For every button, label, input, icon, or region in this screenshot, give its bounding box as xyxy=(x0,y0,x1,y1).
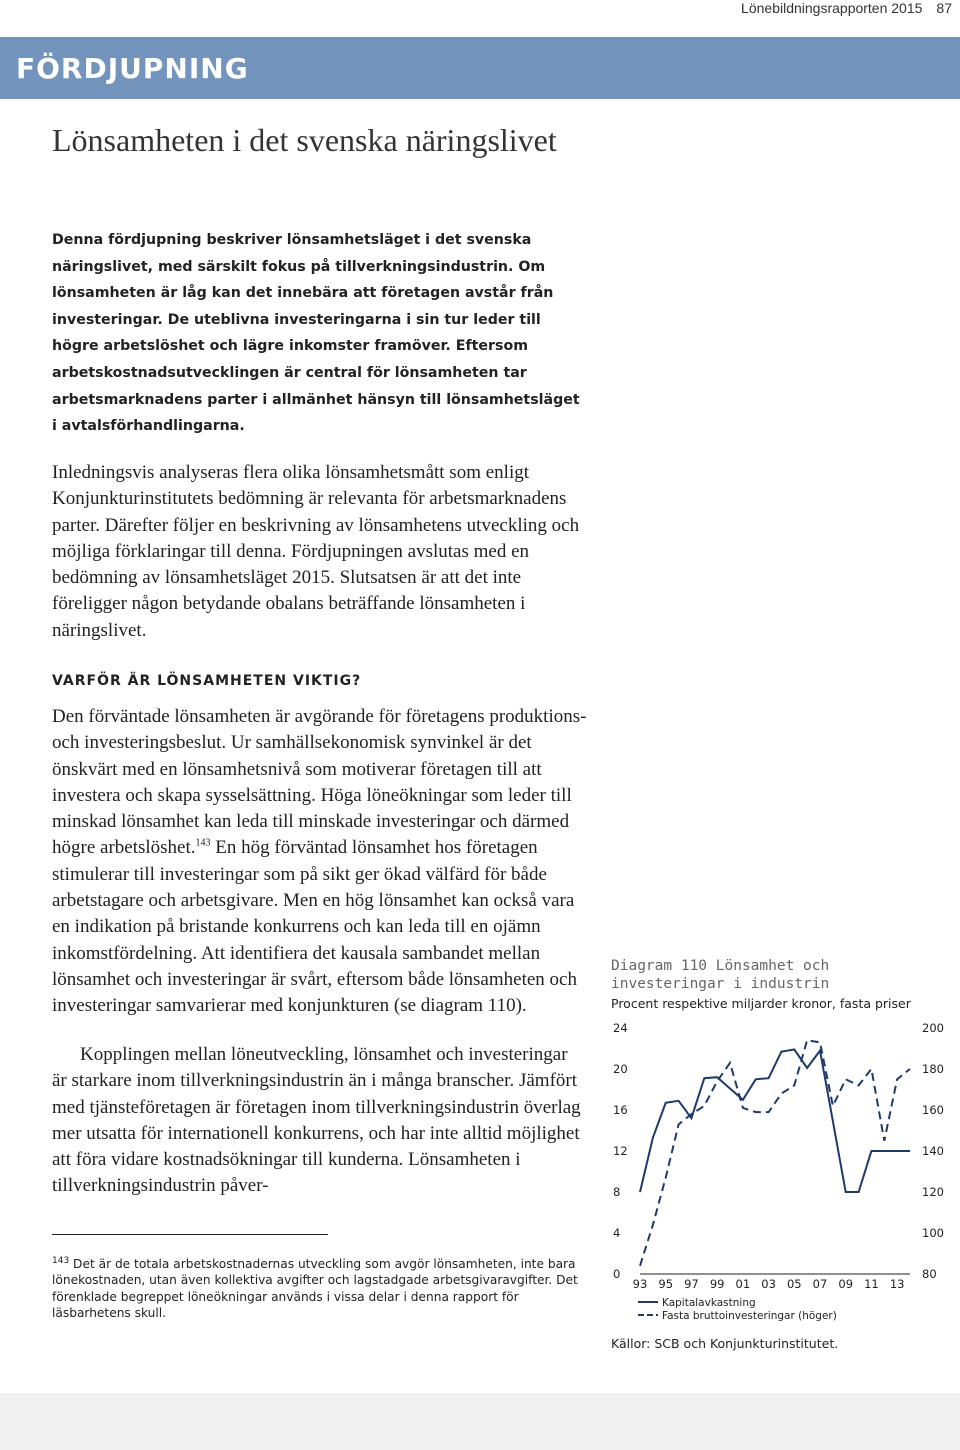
intro-paragraph: Inledningsvis analyseras flera olika lönsamhetsmått som enligt Konjunkturinstitutets bedömning är relevanta för arbetsmarknadens parter. Därefter följer en beskrivning av lönsamhetens utveckling och möjliga förklaringar till denna. Fördjupningen avslutas med en bedömning av lönsamhetsläget 2015. Slutsatsen är att det inte föreligger någon betydande obalans beträffande lönsamheten i näringslivet. xyxy=(52,462,580,641)
lead-paragraph: Denna fördjupning beskriver lönsamhetsläget i det svenska näringslivet, med särskilt fokus på tillverkningsindustrin. Om lönsamheten är låg kan det innebära att företagen avstår från investeringar. De uteblivna investeringarna i sin tur leder till högre arbetslöshet och lägre inkomster framöver. Eftersom arbetskostnadsutvecklingen är central för lönsamheten tar arbetsmarknadens parter i allmänhet hänsyn till lönsamhetsläget i avtalsförhandlingarna. xyxy=(52,232,580,435)
chart-subtitle: Procent respektive miljarder kronor, fasta priser xyxy=(611,996,911,1011)
y-right-tick-label: 120 xyxy=(922,1185,944,1199)
body-paragraph-1-text-b: En hög förväntad lönsamhet hos företagen stimulerar till investeringar som på sikt ger ökad välfärd för både arbetstagare och arbetsgivare. Men en hög lönsamhet kan också vara en indikation på bristande konkurrens och kan leda till en ojämn inkomstfördelning. Att identifiera det kausala sambandet mellan lönsamhet och investeringar är svårt, eftersom både lönsamheten och investeringar samvarierar med konjunkturen (se diagram 110). xyxy=(52,837,577,1017)
series-line-investeringar xyxy=(640,1040,910,1266)
x-tick-label: 09 xyxy=(838,1277,854,1291)
chart-svg xyxy=(600,1015,955,1325)
y-right-tick-label: 160 xyxy=(922,1103,944,1117)
legend-label: Kapitalavkastning xyxy=(662,1297,756,1309)
footnote-number: 143 xyxy=(52,1255,70,1266)
y-right-tick-label: 80 xyxy=(922,1267,937,1281)
y-right-tick-label: 180 xyxy=(922,1062,944,1076)
x-tick-label: 13 xyxy=(889,1277,905,1291)
chart-source: Källor: SCB och Konjunkturinstitutet. xyxy=(611,1336,839,1351)
x-tick-label: 95 xyxy=(658,1277,674,1291)
x-tick-label: 05 xyxy=(786,1277,802,1291)
running-header xyxy=(727,0,952,16)
x-tick-label: 01 xyxy=(735,1277,751,1291)
footer-band xyxy=(0,1393,960,1450)
body-paragraph-2: Kopplingen mellan löneutveckling, lönsamhet och investeringar är starkare inom tillverkningsindustrin än i många branscher. Jämfört med tjänsteföretagen är företagen inom tillverkningsindustrin överlag mer utsatta för internationell konkurrens, och har inte alltid möjlighet att föra vidare kostnadsökningar till kunderna. Lönsamheten i tillverkningsindustrin påver- xyxy=(52,1044,581,1197)
y-right-tick-label: 140 xyxy=(922,1144,944,1158)
body-paragraph-1-text-a: Den förväntade lönsamheten är avgörande för företagens produktions- och investeringsbeslut. Ur samhällsekonomisk synvinkel är det önskvärt med en lönsamhetsnivå som motiverar företagen till att investera och skapa sysselsättning. Höga löneökningar som leder till minskad lönsamhet kan leda till minskade investeringar och därmed högre arbetslöshet. xyxy=(52,706,587,859)
body-paragraph-1 xyxy=(52,704,587,1020)
footnote-divider xyxy=(52,1234,328,1235)
section-band-label: FÖRDJUPNING xyxy=(16,52,249,85)
y-left-tick-label: 4 xyxy=(613,1226,621,1240)
x-tick-label: 03 xyxy=(761,1277,776,1291)
x-tick-label: 07 xyxy=(812,1277,828,1291)
footnote-reference[interactable]: 143 xyxy=(195,838,211,850)
legend-label: Fasta bruttoinvesteringar (höger) xyxy=(662,1310,837,1322)
section-heading: VARFÖR ÄR LÖNSAMHETEN VIKTIG? xyxy=(52,673,362,689)
y-left-tick-label: 12 xyxy=(613,1144,628,1158)
y-left-tick-label: 0 xyxy=(613,1267,621,1281)
x-tick-label: 11 xyxy=(864,1277,879,1291)
y-left-tick-label: 24 xyxy=(613,1021,628,1035)
x-tick-label: 97 xyxy=(684,1277,699,1291)
article-title: Lönsamheten i det svenska näringslivet xyxy=(52,122,557,158)
y-right-tick-label: 200 xyxy=(922,1021,944,1035)
report-name: Lönebildningsrapporten 2015 xyxy=(741,0,923,16)
page-number: 87 xyxy=(936,0,952,16)
x-tick-label: 99 xyxy=(709,1277,725,1291)
footnote xyxy=(52,1256,582,1321)
x-tick-label: 93 xyxy=(632,1277,648,1291)
y-left-tick-label: 8 xyxy=(613,1185,621,1199)
y-left-tick-label: 16 xyxy=(613,1103,628,1117)
y-right-tick-label: 100 xyxy=(922,1226,944,1240)
chart-heading: Diagram 110 Lönsamhet och investeringar i industrin xyxy=(611,958,830,992)
footnote-text: Det är de totala arbetskostnadernas utveckling som avgör lönsamheten, inte bara lönekostnaden, utan även kollektiva avgifter och lagstadgade arbetsgivaravgifter. Det förenklade begreppet löneökningar används i vissa delar i denna rapport för läsbarhetens skull. xyxy=(52,1257,578,1320)
y-left-tick-label: 20 xyxy=(613,1062,628,1076)
